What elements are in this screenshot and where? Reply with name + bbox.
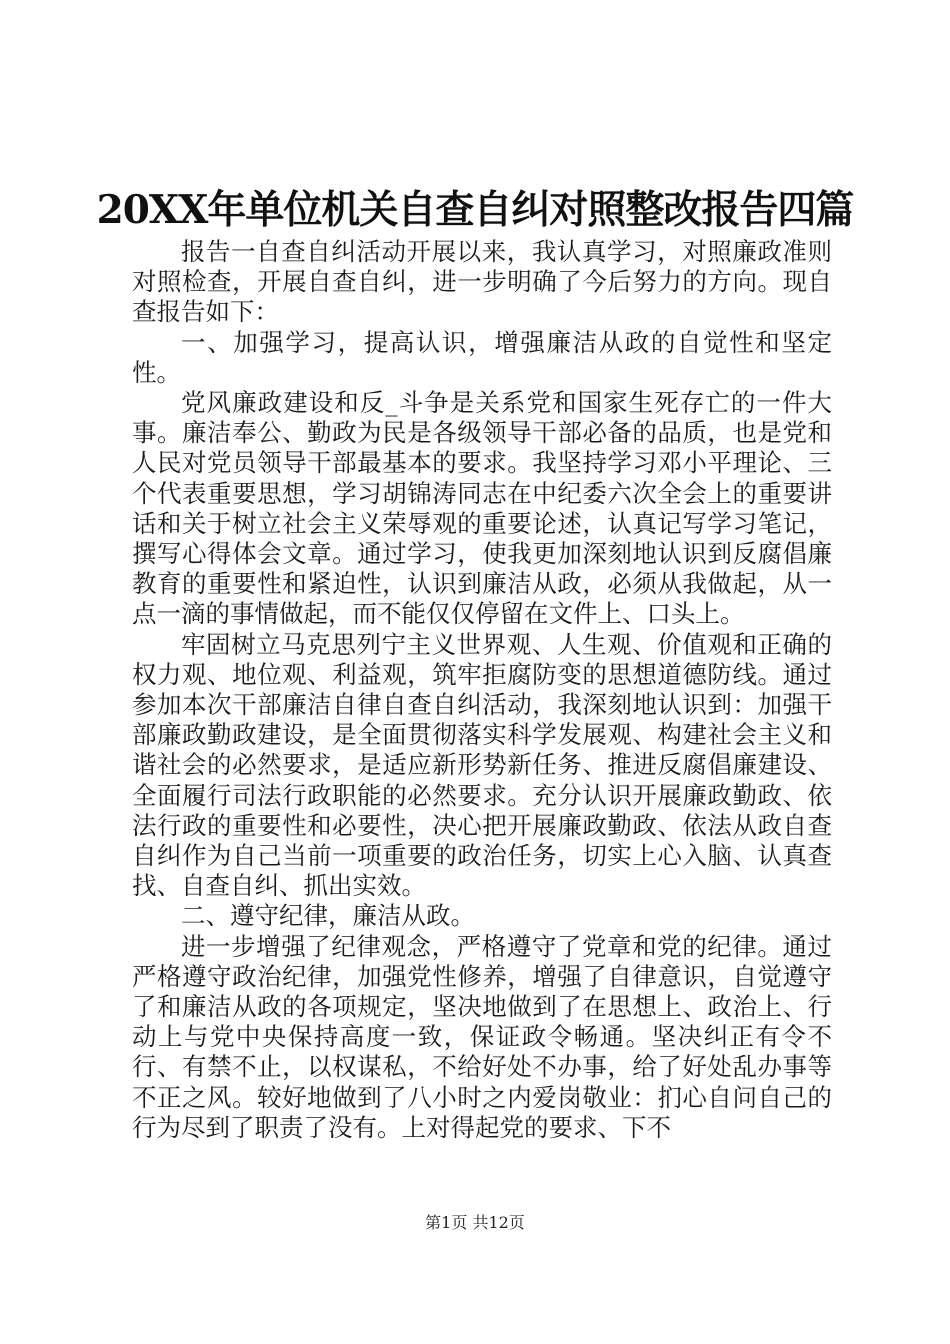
paragraph-body-1: 党风廉政建设和反_斗争是关系党和国家生死存亡的一件大事。廉洁奉公、勤政为民是各级领导干部必备的品质，也是党和人民对党员领导干部最基本的要求。我坚持学习邓小平理论、三个代表重要思想，学习胡锦涛同志在中纪委六次全会上的重要讲话和关于树立社会主义荣辱观的重要论述，认真记写学习笔记，撰写心得体会文章。通过学习，使我更加深刻地认识到反腐倡廉教育的重要性和紧迫性，认识到廉洁从政，必须从我做起，从一点一滴的事情做起，而不能仅仅停留在文件上、口头上。 [132, 388, 832, 629]
document-title: 20XX年单位机关自查自纠对照整改报告四篇 [96, 187, 854, 233]
page-footer: 第1页 共12页 [425, 1213, 525, 1232]
paragraph-body-3: 进一步增强了纪律观念，严格遵守了党章和党的纪律。通过严格遵守政治纪律，加强党性修养，增强了自律意识，自觉遵守了和廉洁从政的各项规定，坚决地做到了在思想上、政治上、行动上与党中央保持高度一致，保证政令畅通。坚决纠正有令不行、有禁不止，以权谋私，不给好处不办事，给了好处乱办事等不正之风。较好地做到了八小时之内爱岗敬业：扪心自问自己的行为尽到了职责了没有。上对得起党的要求、下不 [132, 931, 832, 1142]
document-body [132, 237, 832, 1143]
paragraph-body-2: 牢固树立马克思列宁主义世界观、人生观、价值观和正确的权力观、地位观、利益观，筑牢拒腐防变的思想道德防线。通过参加本次干部廉洁自律自查自纠活动，我深刻地认识到：加强干部廉政勤政建设，是全面贯彻落实科学发展观、构建社会主义和谐社会的必然要求，是适应新形势新任务、推进反腐倡廉建设、全面履行司法行政职能的必然要求。充分认识开展廉政勤政、依法行政的重要性和必要性，决心把开展廉政勤政、依法从政自查自纠作为自己当前一项重要的政治任务，切实上心入脑、认真查找、自查自纠、抓出实效。 [132, 629, 832, 901]
paragraph-heading-2: 二、遵守纪律，廉洁从政。 [181, 901, 475, 931]
paragraph-intro: 报告一自查自纠活动开展以来，我认真学习，对照廉政准则对照检查，开展自查自纠，进一步明确了今后努力的方向。现自查报告如下： [132, 237, 832, 327]
paragraph-heading-1: 一、加强学习，提高认识，增强廉洁从政的自觉性和坚定性。 [132, 327, 832, 387]
